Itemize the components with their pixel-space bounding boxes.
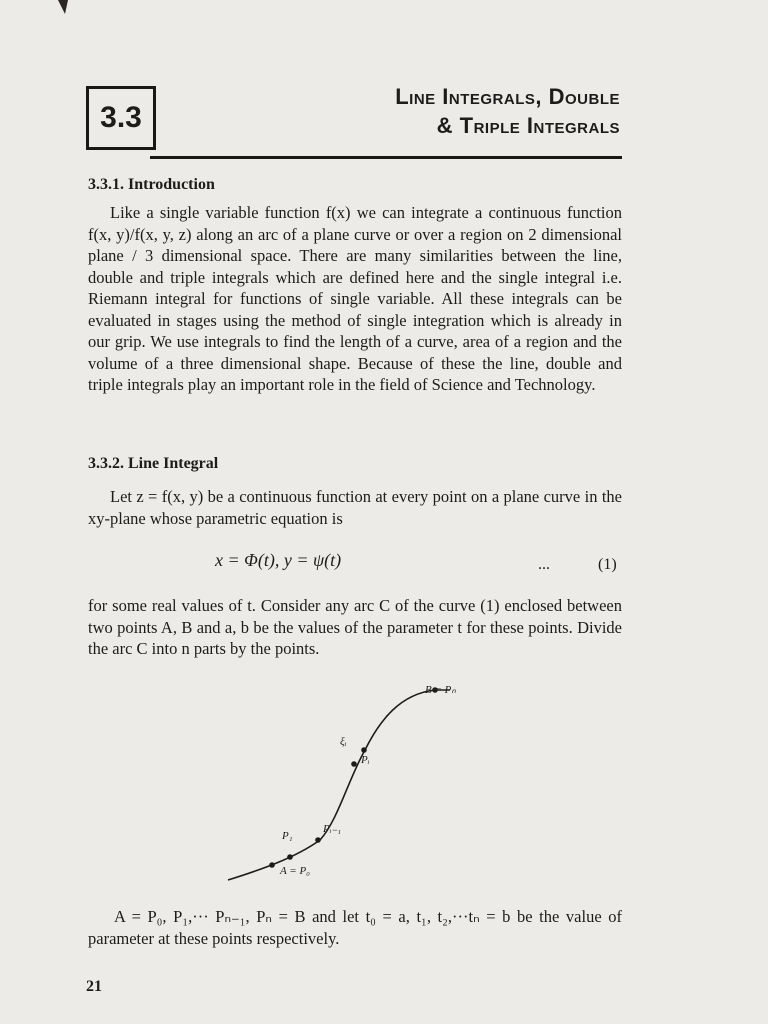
parametric-equation: x = Φ(t), y = ψ(t) [215, 550, 342, 570]
point-xi [351, 761, 357, 767]
title-rule [150, 156, 622, 159]
section-number-box [86, 86, 156, 150]
curve-diagram [220, 680, 480, 890]
corner-mark [58, 0, 68, 14]
curve-figure [220, 680, 480, 890]
equation-dots: ... [538, 556, 550, 573]
section-title-line2: & Triple Integrals [436, 113, 620, 138]
page-number: 21 [86, 978, 102, 995]
section-number: 3.3 [100, 101, 142, 134]
line-integral-heading: 3.3.2. Line Integral [88, 455, 219, 472]
intro-paragraph: Like a single variable function f(x) we can integrate a continuous function f(x, y)/f(x, y, z) along an arc of a plane curve or over a region on 2 dimensional plane / 3 dimensional space. There are many similarities between the line, double and triple integrals which are defined here and the single integral i.e. Riemann integral for functions of single variable. All these integrals can be evaluated in stages using the method of single integration which is already in our grip. We use integrals to find the length of a curve, area of a region and the volume of a three dimensional shape. Because of these the line, double and triple integrals play an important role in the field of Science and Technology. [88, 203, 622, 394]
label-B: B = Pₙ [425, 684, 456, 696]
label-Pi: Pᵢ [361, 754, 370, 766]
curve-arc [228, 690, 450, 880]
line-integral-paragraph-3: A = P₀, P₁,··· Pₙ₋₁, Pₙ = B and let t₀ = a, t₁, t₂,···tₙ = b be the value of parameter at these points respectively. [88, 907, 622, 948]
section-title-line1: Line Integrals, Double [395, 84, 620, 109]
section-title [395, 82, 620, 140]
point-P1 [287, 854, 293, 860]
label-xi: ξᵢ [340, 736, 347, 748]
label-P1: P₁ [282, 830, 293, 842]
intro-heading: 3.3.1. Introduction [88, 176, 215, 193]
equation-number: (1) [598, 556, 617, 573]
line-integral-paragraph-2: for some real values of t. Consider any arc C of the curve (1) enclosed between two points A, B and a, b be the values of the parameter t for these points. Divide the arc C into n parts by the points. [88, 596, 622, 658]
label-Pi-minus-1: Pᵢ₋₁ [323, 823, 342, 835]
label-A: A = P₀ [280, 865, 310, 877]
point-Pi [361, 747, 367, 753]
point-Pi-minus-1 [315, 837, 321, 843]
point-A [269, 862, 275, 868]
line-integral-paragraph-1: Let z = f(x, y) be a continuous function at every point on a plane curve in the xy-plane whose parametric equation is [88, 487, 622, 528]
